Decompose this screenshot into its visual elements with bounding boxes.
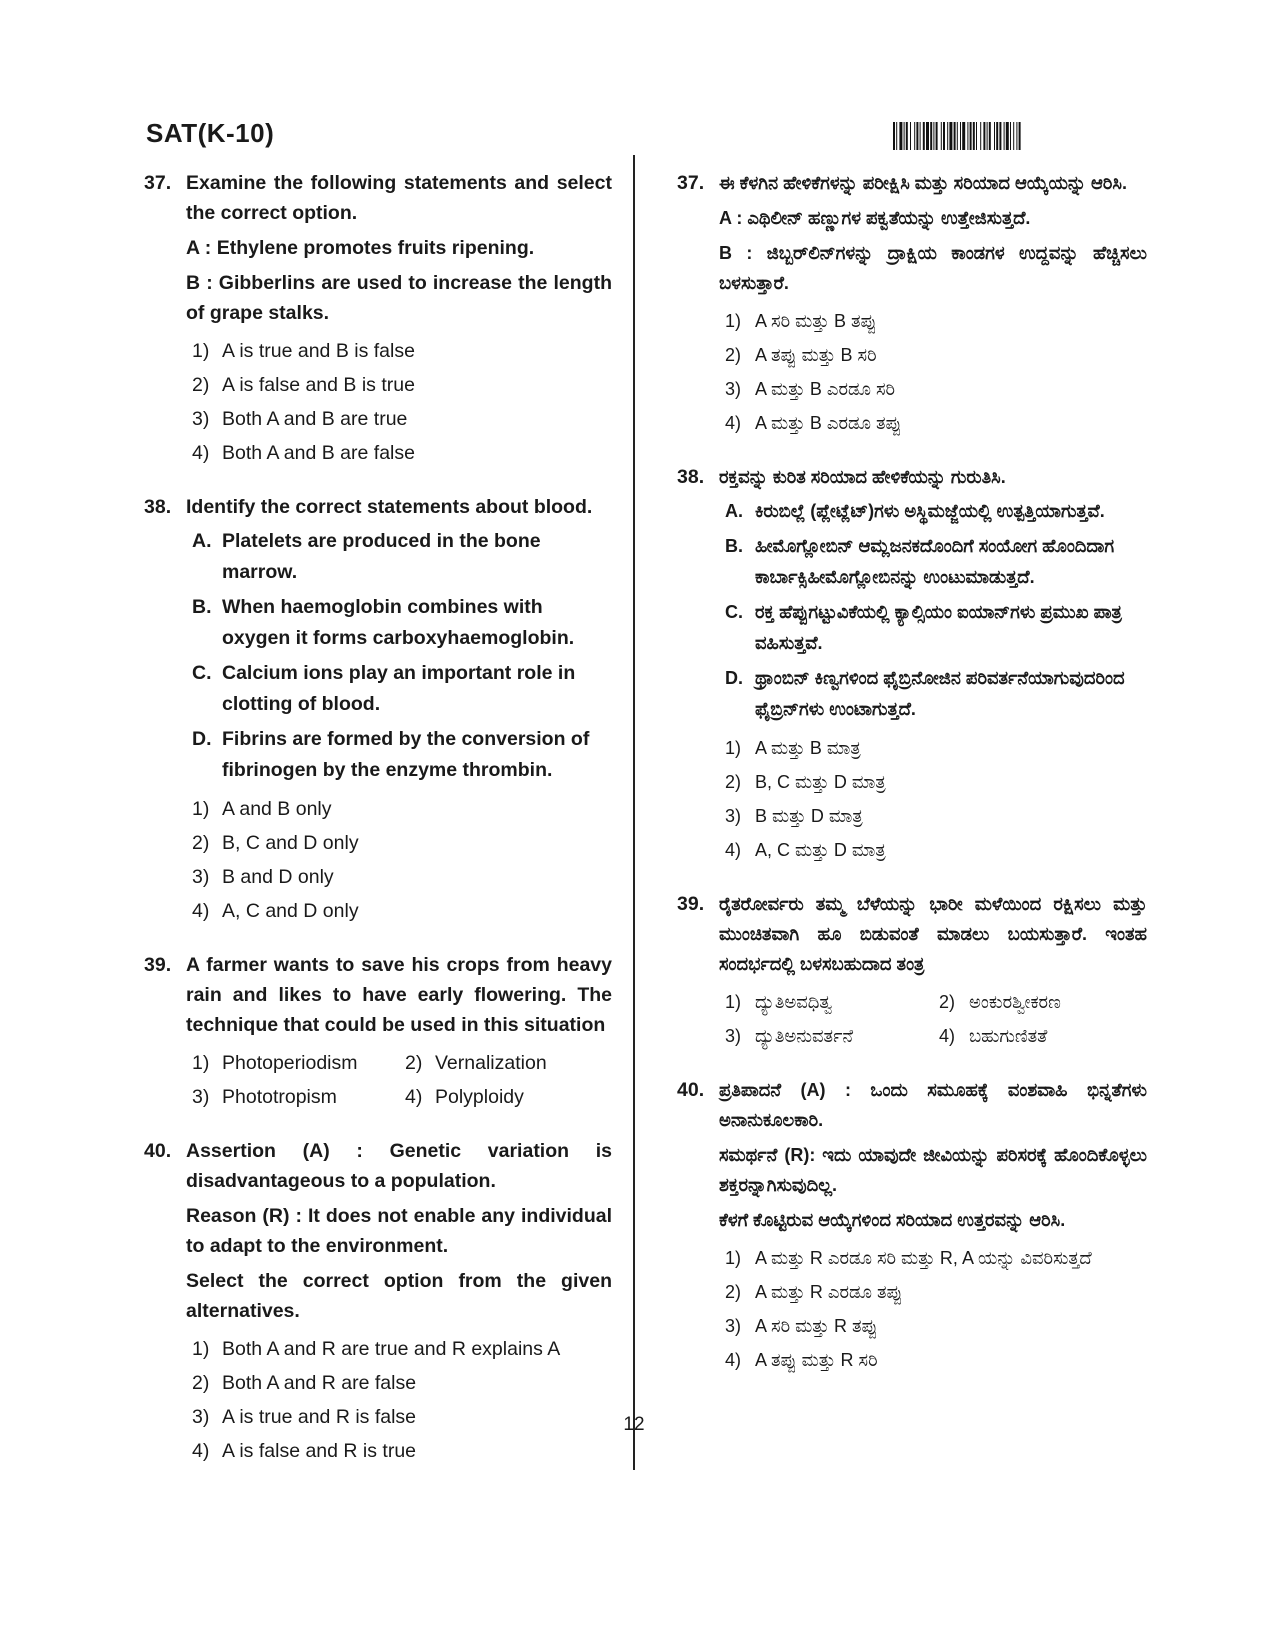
barcode	[893, 122, 1133, 150]
option-3: 3) A is true and R is false	[192, 1406, 417, 1428]
question-stem: A farmer wants to save his crops from heavy rain and likes to have early flowering. The technique that could be used in this situation	[186, 954, 612, 1036]
option-3: 3) Both A and B are true	[192, 408, 408, 430]
barcode-bar	[906, 122, 908, 150]
statement-d: D. ಥ್ರಾಂಬಿನ್ ಕಿಣ್ವಗಳಿಂದ ಫೈಬ್ರಿನೋಜಿನ ಪರಿವರ್ತನೆಯಾಗುವುದರಿಂದ ಫೈಬ್ರಿನ್‌ಗಳು ಉಂಟಾಗುತ್ತದೆ.	[725, 668, 1125, 719]
barcode-bar	[983, 122, 985, 150]
option-3: 3) ದ್ಯುತಿಅನುವರ್ತನೆ	[725, 1026, 854, 1046]
question-number: 40.	[677, 1079, 705, 1101]
barcode-bar	[996, 122, 998, 150]
statement-b: B : Gibberlins are used to increase the length of grape stalks.	[186, 272, 612, 324]
question-number: 40.	[144, 1140, 172, 1162]
barcode-bar	[954, 122, 956, 150]
option-2: 2) B, C and D only	[192, 832, 359, 854]
barcode-bar	[987, 122, 988, 150]
barcode-bar	[914, 122, 915, 150]
question-40-en	[144, 1136, 612, 1468]
barcode-bar	[933, 122, 934, 150]
barcode-bar	[1016, 122, 1017, 150]
barcode-bar	[973, 122, 975, 150]
kannada-column	[677, 168, 1147, 1399]
barcode-bar	[976, 122, 977, 150]
reason: Reason (R) : It does not enable any individual to adapt to the environment.	[186, 1205, 612, 1257]
statement-a: A : ಎಥಿಲೀನ್ ಹಣ್ಣುಗಳ ಪಕ್ವತೆಯನ್ನು ಉತ್ತೇಜಿಸುತ್ತದೆ.	[719, 208, 1031, 228]
statement-a: A. ಕಿರುಬಿಲ್ಲೆ (ಪ್ಲೇಟ್ಲೆಟ್)ಗಳು ಅಸ್ಥಿಮಜ್ಜೆಯಲ್ಲಿ ಉತ್ಪತ್ತಿಯಾಗುತ್ತವೆ.	[725, 501, 1105, 521]
question-stem: Identify the correct statements about blood.	[186, 496, 593, 518]
option-1: 1) A ಮತ್ತು R ಎರಡೂ ಸರಿ ಮತ್ತು R, A ಯನ್ನು ವಿವರಿಸುತ್ತದೆ	[725, 1248, 1092, 1268]
barcode-bar	[967, 122, 968, 150]
option-4: 4) Both A and B are false	[192, 442, 415, 464]
barcode-bar	[904, 122, 905, 150]
barcode-bar	[999, 122, 1001, 150]
barcode-bar	[930, 122, 932, 150]
barcode-bar	[994, 122, 995, 150]
barcode-bar	[910, 122, 911, 150]
barcode-bar	[1010, 122, 1011, 150]
option-2: 2) ಅಂಕುರಶ್ವೀಕರಣ	[939, 992, 1061, 1012]
option-4: 4) ಬಹುಗುಣಿತತೆ	[939, 1026, 1048, 1046]
question-39-kn	[677, 889, 1147, 1053]
barcode-bar	[923, 122, 925, 150]
option-1: 1) ದ್ಯುತಿಅವಧಿತ್ವ	[725, 992, 833, 1012]
statement-c: C. ರಕ್ತ ಹೆಪ್ಪುಗಟ್ಟುವಿಕೆಯಲ್ಲಿ ಕ್ಯಾಲ್ಸಿಯಂ ಐಯಾನ್‌ಗಳು ಪ್ರಮುಖ ಪಾತ್ರ ವಹಿಸುತ್ತವೆ.	[725, 602, 1122, 653]
barcode-bar	[926, 122, 929, 150]
barcode-bar	[962, 122, 965, 150]
option-3: 3) Phototropism	[192, 1086, 337, 1108]
barcode-bar	[920, 122, 921, 150]
exam-code-title: SAT(K-10)	[146, 118, 275, 148]
option-2: 2) Vernalization	[405, 1052, 547, 1074]
statement-b: B. ಹೀಮೊಗ್ಲೋಬಿನ್ ಆಮ್ಲಜನಕದೊಂದಿಗೆ ಸಂಯೋಗ ಹೊಂದಿದಾಗ ಕಾರ್ಬಾಕ್ಸಿಹೀಮೊಗ್ಲೋಬಿನನ್ನು ಉಂಟುಮಾಡುತ್ತದೆ.	[725, 536, 1115, 587]
english-column	[144, 168, 612, 1490]
option-4: 4) A, C ಮತ್ತು D ಮಾತ್ರ	[725, 840, 886, 860]
question-38-kn	[677, 462, 1147, 867]
option-1: 1) A ಸರಿ ಮತ್ತು B ತಪ್ಪು	[725, 311, 877, 331]
barcode-bar	[957, 122, 958, 150]
barcode-bar	[947, 122, 948, 150]
option-3: 3) A ಮತ್ತು B ಎರಡೂ ಸರಿ	[725, 379, 896, 399]
barcode-bar	[916, 122, 918, 150]
question-38-en	[144, 492, 612, 928]
barcode-bar	[970, 122, 972, 150]
reason: ಸಮರ್ಥನೆ (R): ಇದು ಯಾವುದೇ ಜೀವಿಯನ್ನು ಪರಿಸರಕ್ಕೆ ಹೊಂದಿಕೊಳ್ಳಲು ಶಕ್ತರನ್ನಾಗಿಸುವುದಿಲ್ಲ.	[719, 1145, 1147, 1195]
statement-a: A. Platelets are produced in the bone marrow.	[192, 530, 541, 583]
question-39-en	[144, 950, 612, 1114]
barcode-bar	[893, 122, 895, 150]
barcode-bar	[949, 122, 952, 150]
question-37-kn	[677, 168, 1147, 440]
barcode-bar	[1019, 122, 1021, 150]
option-2: 2) A ಮತ್ತು R ಎರಡೂ ತಪ್ಪು	[725, 1282, 903, 1302]
option-2: 2) A is false and B is true	[192, 374, 415, 396]
option-4: 4) A is false and R is true	[192, 1440, 417, 1462]
option-4: 4) A ತಪ್ಪು ಮತ್ತು R ಸರಿ	[725, 1350, 878, 1370]
option-2: 2) B, C ಮತ್ತು D ಮಾತ್ರ	[725, 772, 886, 792]
barcode-bar	[960, 122, 961, 150]
option-1: 1) Photoperiodism	[192, 1052, 358, 1074]
option-3: 3) A ಸರಿ ಮತ್ತು R ತಪ್ಪು	[725, 1316, 878, 1336]
instruction: Select the correct option from the given alternatives.	[186, 1270, 612, 1322]
barcode-bar	[936, 122, 938, 150]
statement-c: C. Calcium ions play an important role in clotting of blood.	[192, 662, 576, 715]
barcode-bar	[1004, 122, 1005, 150]
statement-a: A : Ethylene promotes fruits ripening.	[186, 237, 535, 259]
assertion: Assertion (A) : Genetic variation is disadvantageous to a population.	[186, 1140, 612, 1192]
option-4: 4) Polyploidy	[405, 1086, 524, 1108]
barcode-bar	[1013, 122, 1014, 150]
question-number: 38.	[677, 466, 705, 488]
barcode-bar	[989, 122, 991, 150]
question-stem: Examine the following statements and select the correct option.	[186, 172, 612, 224]
instruction: ಕೆಳಗೆ ಕೊಟ್ಟಿರುವ ಆಯ್ಕೆಗಳಿಂದ ಸರಿಯಾದ ಉತ್ತರವನ್ನು ಆರಿಸಿ.	[719, 1210, 1066, 1230]
barcode-bar	[980, 122, 981, 150]
option-2: 2) Both A and R are false	[192, 1372, 417, 1394]
option-4: 4) A ಮತ್ತು B ಎರಡೂ ತಪ್ಪು	[725, 413, 902, 433]
statement-b: B : ಜಿಬ್ಬರ್‌ಲಿನ್‌ಗಳನ್ನು ದ್ರಾಕ್ಷಿಯ ಕಾಂಡಗಳ ಉದ್ದವನ್ನು ಹೆಚ್ಚಿಸಲು ಬಳಸುತ್ತಾರೆ.	[719, 243, 1147, 293]
page-number: 12	[623, 1414, 645, 1435]
question-37-en	[144, 168, 612, 470]
barcode-bar	[941, 122, 942, 150]
barcode-bar	[1006, 122, 1009, 150]
question-stem: ರಕ್ತವನ್ನು ಕುರಿತ ಸರಿಯಾದ ಹೇಳಿಕೆಯನ್ನು ಗುರುತಿಸಿ.	[719, 467, 1006, 487]
question-stem: ಈ ಕೆಳಗಿನ ಹೇಳಿಕೆಗಳನ್ನು ಪರೀಕ್ಷಿಸಿ ಮತ್ತು ಸರಿಯಾದ ಆಯ್ಕೆಯನ್ನು ಆರಿಸಿ.	[719, 173, 1127, 193]
column-divider	[633, 155, 635, 1470]
statement-b: B. When haemoglobin combines with oxygen it forms carboxyhaemoglobin.	[192, 596, 575, 649]
option-1: 1) A is true and B is false	[192, 340, 415, 362]
question-stem: ರೈತರೋರ್ವರು ತಮ್ಮ ಬೆಳೆಯನ್ನು ಭಾರೀ ಮಳೆಯಿಂದ ರಕ್ಷಿಸಲು ಮತ್ತು ಮುಂಚಿತವಾಗಿ ಹೂ ಬಿಡುವಂತೆ ಮಾಡಲು ಬಯಸುತ್ತಾರೆ. ಇಂತಹ ಸಂದರ್ಭದಲ್ಲಿ ಬಳಸಬಹುದಾದ ತಂತ್ರ	[719, 894, 1147, 974]
question-number: 37.	[677, 172, 705, 194]
statement-d: D. Fibrins are formed by the conversion of fibrinogen by the enzyme thrombin.	[192, 728, 590, 781]
option-1: 1) Both A and R are true and R explains A	[192, 1338, 561, 1360]
barcode-bar	[896, 122, 897, 150]
question-number: 38.	[144, 496, 172, 518]
question-number: 39.	[144, 954, 172, 976]
barcode-bar	[943, 122, 945, 150]
assertion: ಪ್ರತಿಪಾದನೆ (A) : ಒಂದು ಸಮೂಹಕ್ಕೆ ವಂಶವಾಹಿ ಭಿನ್ನತೆಗಳು ಅನಾನುಕೂಲಕಾರಿ.	[719, 1080, 1147, 1130]
barcode-bar	[899, 122, 902, 150]
option-1: 1) A ಮತ್ತು B ಮಾತ್ರ	[725, 738, 861, 758]
option-3: 3) B and D only	[192, 866, 334, 888]
option-4: 4) A, C and D only	[192, 900, 359, 922]
option-1: 1) A and B only	[192, 798, 332, 820]
question-number: 37.	[144, 172, 172, 194]
option-3: 3) B ಮತ್ತು D ಮಾತ್ರ	[725, 806, 863, 826]
question-number: 39.	[677, 893, 705, 915]
option-2: 2) A ತಪ್ಪು ಮತ್ತು B ಸರಿ	[725, 345, 877, 365]
question-40-kn	[677, 1075, 1147, 1377]
